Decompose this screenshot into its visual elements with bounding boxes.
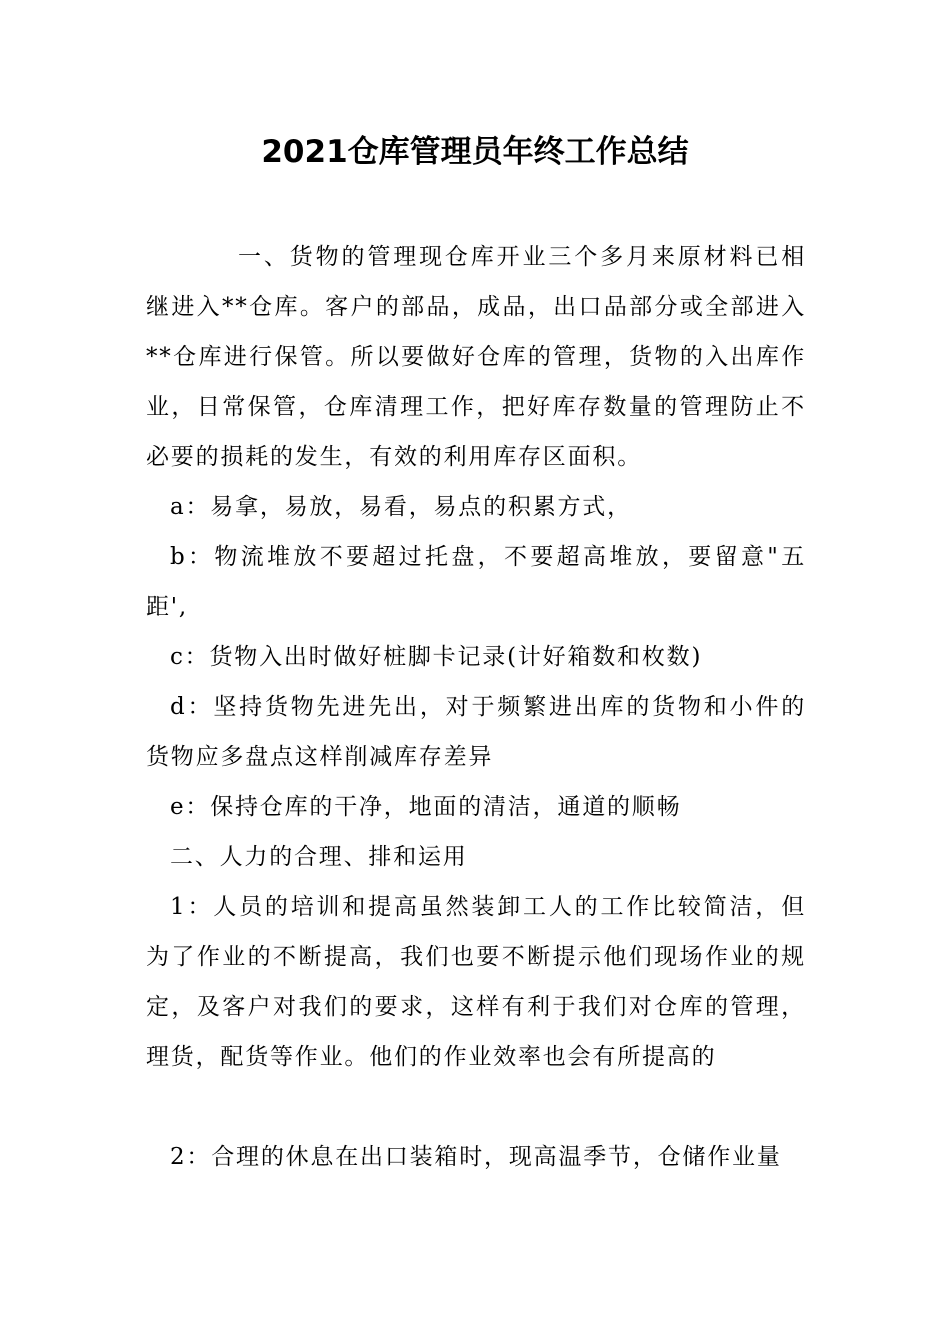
paragraph-goods-management: 一、货物的管理现仓库开业三个多月来原材料已相继进入**仓库。客户的部品，成品，出口品部分或全部进入**仓库进行保管。所以要做好仓库的管理，货物的入出库作业，日常保管，仓库清理工作，把好库存数量的管理防止不必要的损耗的发生，有效的利用库存区面积。 [146,244,806,470]
paragraph-gap [146,1082,806,1132]
document-title: 2021仓库管理员年终工作总结 [261,134,689,170]
document-body [146,232,806,1182]
paragraph-item-e: e：保持仓库的干净，地面的清洁，通道的顺畅 [170,794,682,820]
paragraph-item-a: a：易拿，易放，易看，易点的积累方式， [170,494,632,520]
paragraph-item-c: c：货物入出时做好桩脚卡记录(计好箱数和枚数) [170,644,703,670]
paragraph-item-2: 2：合理的休息在出口装箱时，现高温季节，仓储作业量 [170,1144,782,1170]
paragraph-item-d: d：坚持货物先进先出，对于频繁进出库的货物和小件的货物应多盘点这样削减库存差异 [146,694,806,770]
paragraph-section-two-heading: 二、人力的合理、排和运用 [170,844,468,870]
paragraph-item-b: b：物流堆放不要超过托盘，不要超高堆放，要留意"五距', [146,544,806,620]
paragraph-item-1: 1：人员的培训和提高虽然装卸工人的工作比较简洁，但为了作业的不断提高，我们也要不断提示他们现场作业的规定，及客户对我们的要求，这样有利于我们对仓库的管理，理货，配货等作业。他们的作业效率也会有所提高的 [146,894,806,1070]
